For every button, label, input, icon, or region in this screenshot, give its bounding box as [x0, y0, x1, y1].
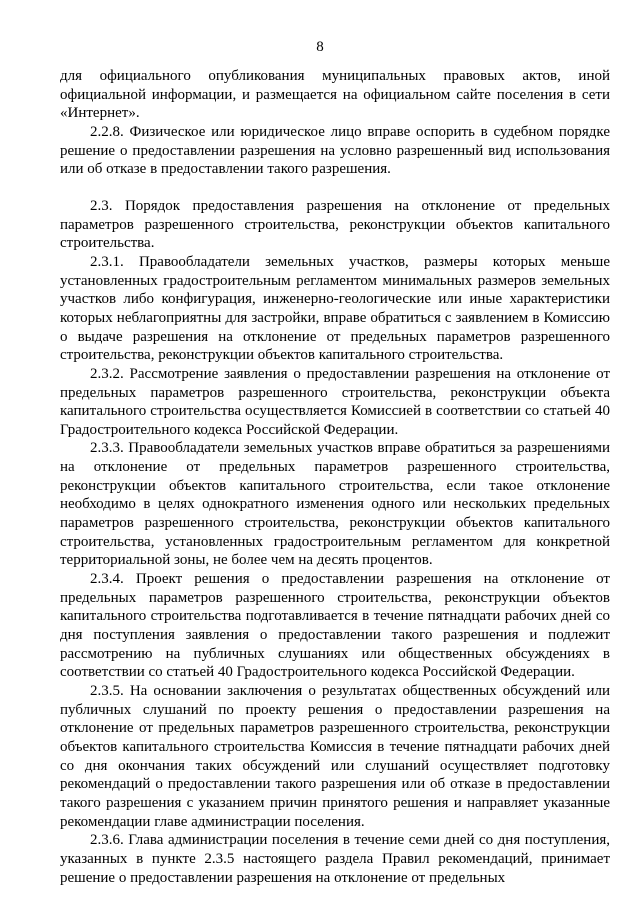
paragraph-2-3-3: 2.3.3. Правообладатели земельных участков вправе обратиться за разрешениями на отклонение от предельных параметров разрешенного строительства, реконструкции объектов капитального строительства, если такое отклонение необходимо в целях однократного изменения одного или нескольких предельных параметров разрешенного строительства, реконструкции объектов капитального строительства, установленных градостроительным регламентом для конкретной территориальной зоны, не более чем на десять процентов. — [60, 440, 610, 569]
paragraph-spacer — [60, 179, 610, 197]
page-number: 8 — [316, 39, 324, 55]
document-body — [60, 67, 610, 887]
paragraph-2-3-6: 2.3.6. Глава администрации поселения в течение семи дней со дня поступления, указанных в пункте 2.3.5 настоящего раздела Правил рекомендаций, принимает решение о предоставлении разрешения на отклонение от предельных — [60, 832, 610, 886]
paragraph-2-3-5: 2.3.5. На основании заключения о результатах общественных обсуждений или публичных слушаний по проекту решения о предоставлении разрешения на отклонение от предельных параметров разрешенного строительства, реконструкции объектов капитального строительства Комиссия в течение пятнадцати рабочих дней со дня окончания таких обсуждений или слушаний осуществляет подготовку рекомендаций о предоставлении такого разрешения или об отказе в предоставлении такого разрешения с указанием причин принятого решения и направляет указанные рекомендации главе администрации поселения. — [60, 683, 610, 830]
paragraph-2-3-1: 2.3.1. Правообладатели земельных участков, размеры которых меньше установленных градостроительным регламентом минимальных размеров земельных участков либо конфигурация, инженерно-геологические или иные характеристики которых неблагоприятны для застройки, вправе обратиться с заявлением в Комиссию о выдаче разрешения на отклонение от предельных параметров разрешенного строительства, реконструкции объектов капитального строительства. — [60, 253, 610, 364]
paragraph-2-3-2: 2.3.2. Рассмотрение заявления о предоставлении разрешения на отклонение от предельных параметров разрешенного строительства, реконструкции объекта капитального строительства осуществляется Комиссией в соответствии со статьей 40 Градостроительного кодекса Российской Федерации. — [60, 365, 610, 438]
paragraph-2-2-8: 2.2.8. Физическое или юридическое лицо вправе оспорить в судебном порядке решение о предоставлении разрешения на условно разрешенный вид использования или об отказе в предоставлении такого разрешения. — [60, 123, 610, 178]
paragraph-2-3-4: 2.3.4. Проект решения о предоставлении разрешения на отклонение от предельных параметров разрешенного строительства, реконструкции объектов капитального строительства подготавливается в течение пятнадцати рабочих дней со дня поступления заявления о предоставлении такого разрешения и подлежит рассмотрению на публичных слушаниях или общественных обсуждениях в соответствии со статьей 40 Градостроительного кодекса Российской Федерации. — [60, 571, 610, 681]
section-heading-2-3: 2.3. Порядок предоставления разрешения на отклонение от предельных параметров разрешенного строительства, реконструкции объектов капитального строительства. — [60, 197, 610, 252]
paragraph-continuation: для официального опубликования муниципальных правовых актов, иной официальной информации, и размещается на официальном сайте поселения в сети «Интернет». — [60, 68, 610, 122]
